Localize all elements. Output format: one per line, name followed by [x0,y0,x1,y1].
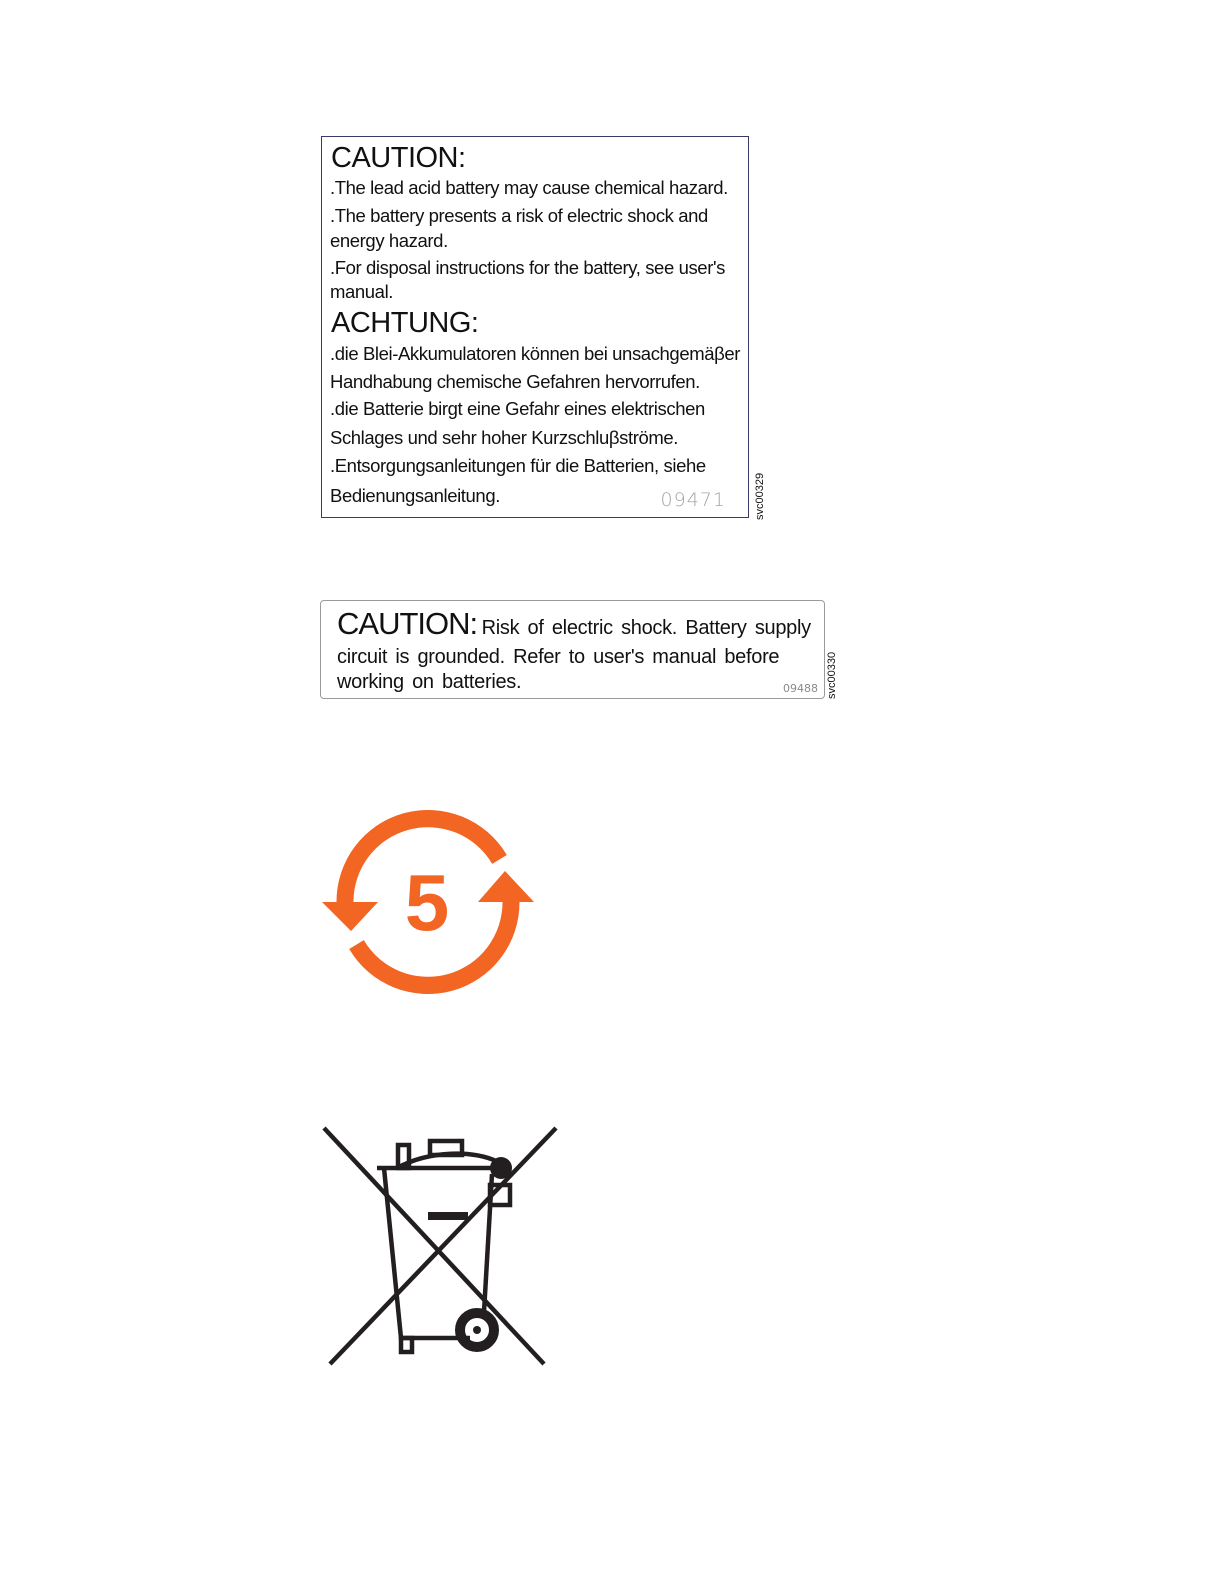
figure-id-svc00329: svc00329 [754,472,766,520]
caution-line-5: manual. [330,281,394,302]
achtung-line-4: Schlages und sehr hoher Kurzschluβströme. [330,427,678,448]
efup-number: 5 [404,858,450,947]
caution-heading: CAUTION: [331,142,466,174]
battery-caution-label-bilingual [321,136,749,518]
electric-shock-caution-label [320,600,825,699]
caution2-line-1: Risk of electric shock. Battery supply [481,617,811,639]
label2-code: 09488 [783,682,818,695]
caution-line-4: .For disposal instructions for the battery, see user's [330,257,725,278]
caution2-line-3: working on batteries. [337,671,522,693]
caution2-line-2: circuit is grounded. Refer to user's manual before [337,646,780,668]
caution-line-3: energy hazard. [330,230,448,251]
figure-id-svc00330: svc00330 [826,651,838,699]
achtung-line-6: Bedienungsanleitung. [330,485,500,506]
caution-line-2: .The battery presents a risk of electric shock and [330,205,708,226]
achtung-heading: ACHTUNG: [331,307,479,339]
caution-heading-2: CAUTION: [337,606,478,641]
achtung-line-1: .die Blei-Akkumulatoren können bei unsachgemäβer [330,343,740,364]
label-code: 09471 [660,489,726,511]
achtung-line-3: .die Batterie birgt eine Gefahr eines elektrischen [330,398,705,419]
achtung-line-5: .Entsorgungsanleitungen für die Batterien, siehe [330,455,706,476]
achtung-line-2: Handhabung chemische Gefahren hervorrufen. [330,371,700,392]
environment-friendly-use-period-icon [320,806,536,998]
caution-line-1: .The lead acid battery may cause chemical hazard. [330,177,728,198]
crossed-out-wheelie-bin-icon [320,1124,560,1368]
